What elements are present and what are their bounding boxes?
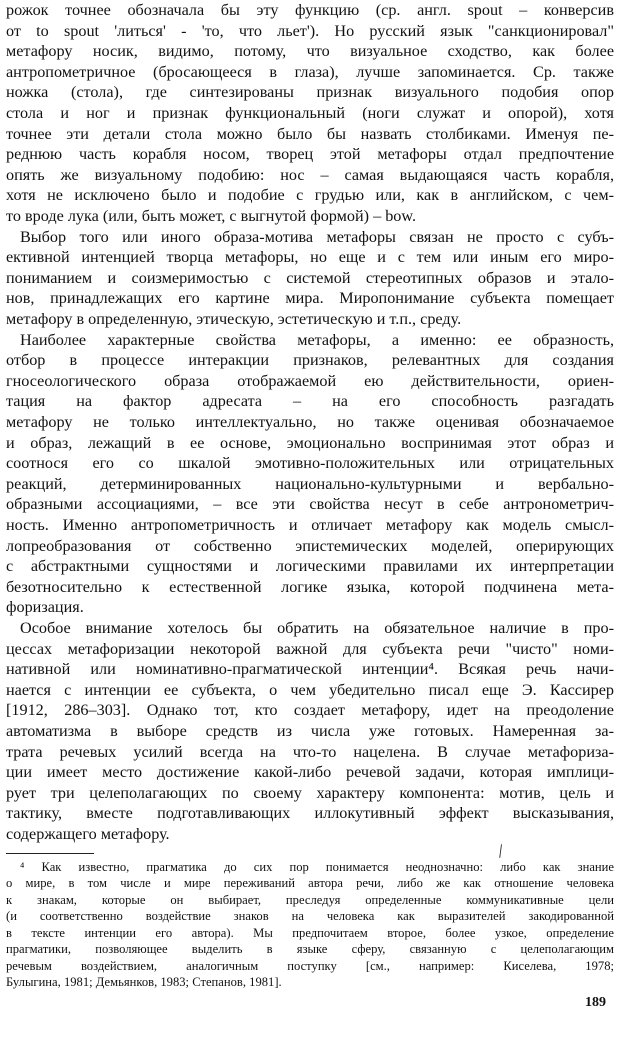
footnote-line: (и соответственно воздействие знаков на человека как выразителей закодированной [6,909,614,924]
body-line: реднюю часть корабля носом, творец этой метафоры отдал предпочтение [6,145,614,164]
body-line: ность. Именно антропометричность и отличает метафору как модель смысл- [6,516,614,534]
body-line: тация на фактор адресата – на его способность разгадать [6,392,614,411]
body-line: точнее эти детали стола можно было бы назвать столбиками. Именуя пе- [6,124,614,143]
footnote-line: о мире, в том числе и мире переживаний автора речи, либо же как отношение человека [6,876,614,891]
body-line: метафору не только интеллектуально, но также оценивая обозначаемое [6,413,614,431]
body-line: рожок точнее обозначала бы эту функцию (ср. англ. spout – конверсив [6,1,614,19]
body-line: отбор в процессе интеракции признаков, релевантных для создания [6,351,614,370]
body-line: нов, принадлежащих его картине мира. Миропонимание субъекта помещает [6,289,614,308]
body-line: опять же визуальному подобию: нос – самая выдающаяся часть корабля, [6,165,614,184]
body-line: реакций, детерминированных национально-культурными и вербально- [6,474,614,493]
body-line: пониманием и соизмеримостью с системой стереотипных образов и этало- [6,268,614,287]
handwritten-mark: / [494,840,507,861]
body-line: безотносительно к естественной логике языка, которой подчинена мета- [6,577,614,596]
body-line: Особое внимание хотелось бы обратить на обязательное наличие в про- [20,619,614,637]
body-line: ножка (стола), где синтезированы признак визуального подобия опор [6,83,614,102]
body-line: ективной интенцией творца метафоры, но еще и с тем или иным его миро- [6,248,614,267]
body-line: с абстрактными сущностями и логическими правилами их интерпретации [6,557,614,576]
body-line: рует три целеполагающих по своему характеру компонента: мотив, цель и [6,783,614,802]
body-line: лопреобразования от собственно эпистемических моделей, оперирующих [6,536,614,555]
page-number: 189 [585,994,606,1010]
footnote-line: прагматики, позволяющее выделить в языке сферу, связанную с целеполагающим [6,942,614,957]
footnote-line: к знакам, которые он выбирает, преследуя определенные коммуникативные цели [6,892,614,907]
body-line: и образ, лежащий в ее основе, эмоционально воспринимая этот образ и [6,433,614,452]
body-line: нается с интенции ее субъекта, о чем убедительно писал еще Э. Кассирер [6,680,614,699]
body-line: нативной или номинативно-прагматической интенции⁴. Всякая речь начи- [6,660,614,679]
footnote-line: в тексте интенции его автора). Мы предпочитаем второе, более узкое, определение [6,925,614,940]
body-line: то вроде лука (или, быть может, с выгнутой формой) – bow. [6,207,417,225]
body-line: трата речевых усилий всегда на что-то нацелена. В случае метафоризa- [6,742,614,761]
body-line: метафору носик, видимо, потому, что визуальное сходство, как более [6,42,614,61]
body-line: гносеологического образа отображаемой ею действительности, ориен- [6,371,614,390]
body-line: ции имеет место достижение какой-либо речевой задачи, которая имплици- [6,763,614,782]
body-line: от to spout 'литься' - 'то, что льет'). Но русский язык "санкционировал" [6,21,614,40]
body-line: цессах метафоризации некоторой важной для субъекта речи "чисто" номи- [6,639,614,658]
body-line: [1912, 286–303]. Однако тот, кто создает метафору, идет на преодоление [6,701,614,720]
body-line: метафору в определенную, этическую, эстетическую и т.п., среду. [6,310,462,328]
footnote-line: речевым воздействием, аналогичным поступку [см., например: Киселева, 1978; [6,958,614,973]
body-line: соотнося его со шкалой эмотивно-положительных или отрицательных [6,454,614,473]
body-line: автоматизма в выборе средств из числа уже готовых. Намеренная за- [6,722,614,740]
body-line: хотя не исключено было и подобие с грудью или, как в английском, с чем- [6,186,614,205]
footnote-divider [6,853,94,854]
body-line: тактику, вместе подготавливающих иллокутивный эффект высказывания, [6,804,614,823]
body-line: Выбор того или иного образа-мотива метафоры связан не просто с субъ- [20,227,614,246]
body-line: стола и ног и признак функциональный (ноги служат и опорой), хотя [6,104,614,122]
body-line: образными ассоциациями, – все эти свойства несут в себе антронометрич- [6,495,614,514]
footnote-line: Булыгина, 1981; Демьянков, 1983; Степанов, 1981]. [6,975,282,990]
body-line: форизация. [6,598,84,617]
body-line: Наиболее характерные свойства метафоры, а именно: ее образность, [20,330,614,349]
book-page [6,0,614,1043]
footnote-line: ⁴ Как известно, прагматика до сих пор понимается неоднозначно: либо как знание [20,859,614,874]
body-line: содержащего метафору. [6,825,170,843]
body-line: антропометричное (бросающееся в глаза), лучше запоминается. Ср. также [6,62,614,81]
